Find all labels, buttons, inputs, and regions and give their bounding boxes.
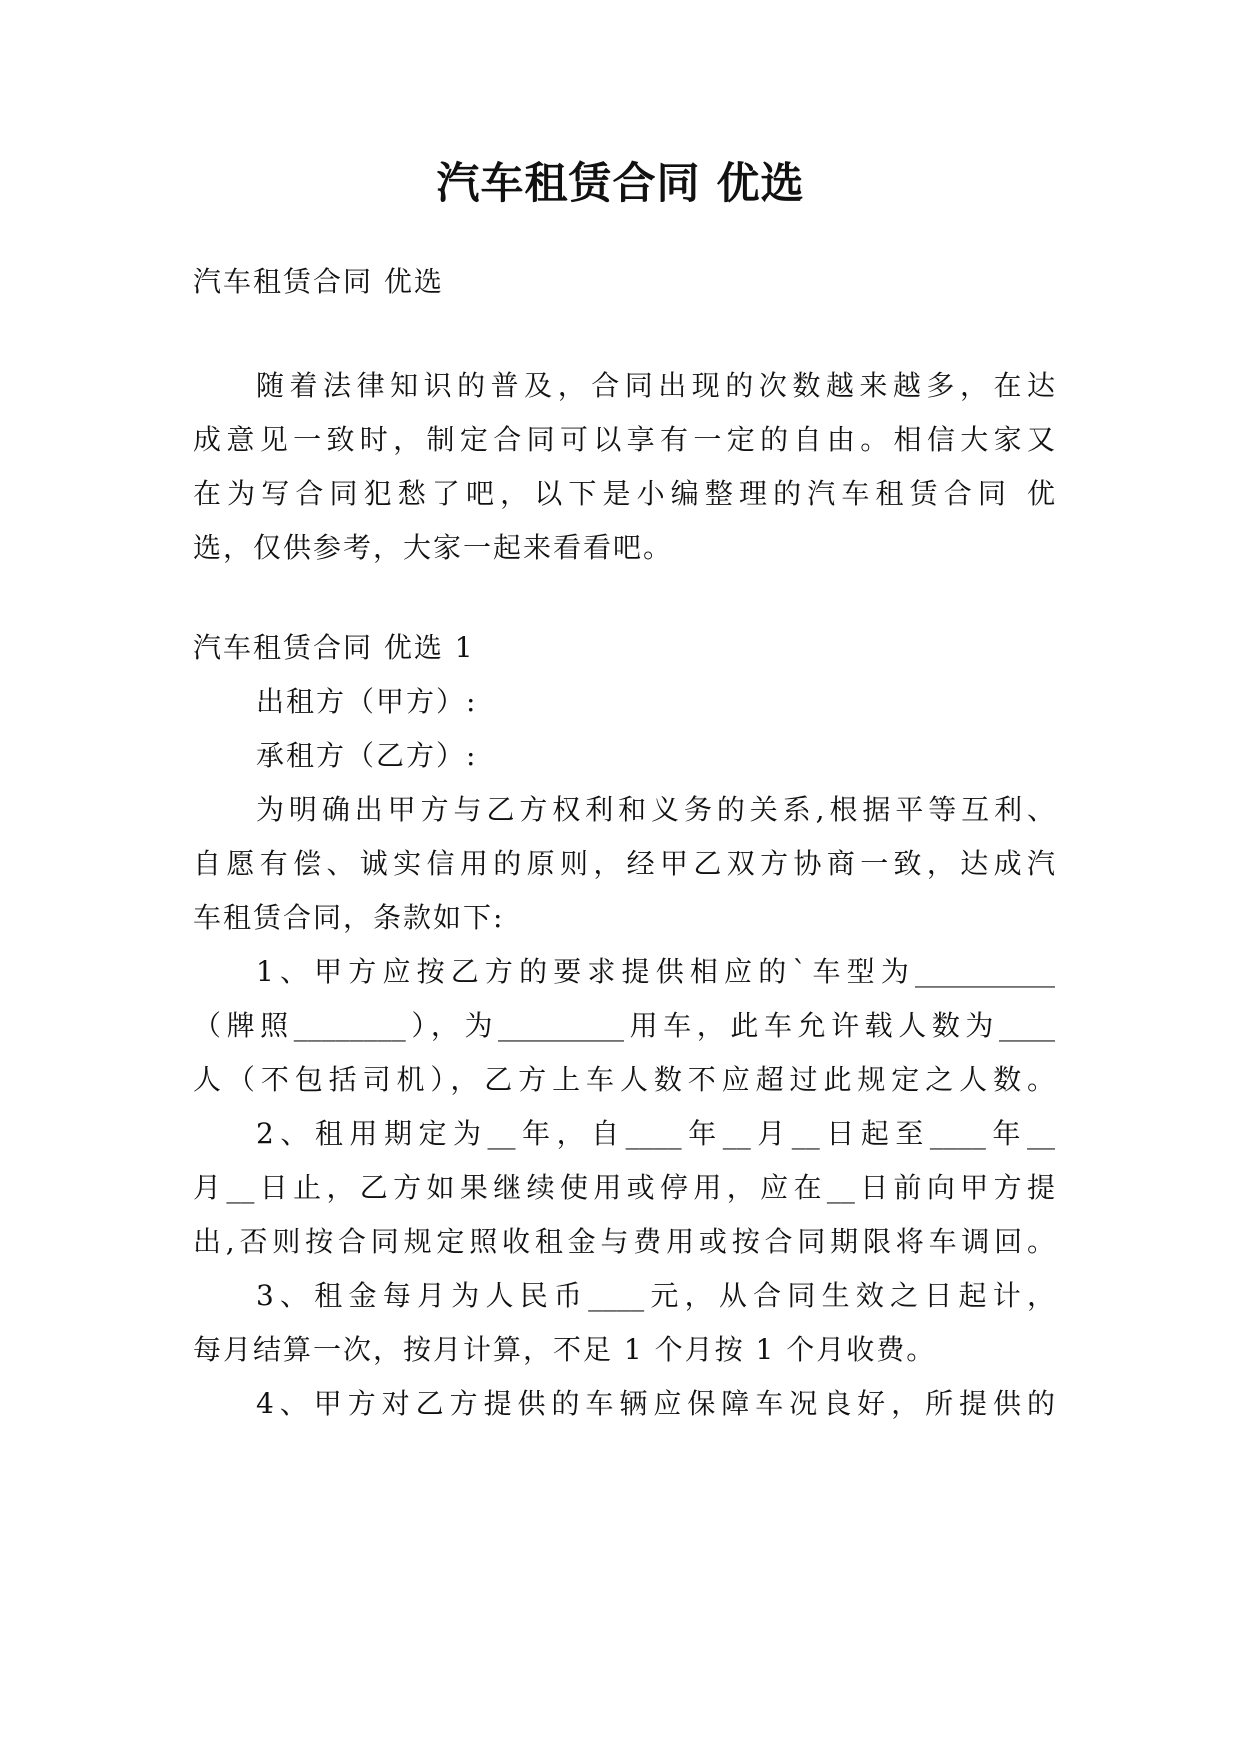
intro-line-2: 成意见一致时，制定合同可以享有一定的自由。相信大家又 — [193, 423, 1055, 456]
document-title: 汽车租赁合同 优选 — [436, 159, 805, 209]
lessee-line: 承租方（乙方）: — [256, 739, 478, 772]
intro-line-1: 随着法律知识的普及，合同出现的次数越来越多，在达 — [256, 369, 1055, 402]
clause-4-line-1: 4、甲方对乙方提供的车辆应保障车况良好，所提供的 — [256, 1387, 1055, 1420]
preamble-line-2: 自愿有偿、诚实信用的原则，经甲乙双方协商一致，达成汽 — [193, 847, 1055, 880]
clause-1-line-3: 人（不包括司机），乙方上车人数不应超过此规定之人数。 — [193, 1063, 1055, 1096]
preamble-line-1: 为明确出甲方与乙方权利和义务的关系,根据平等互利、 — [256, 793, 1055, 826]
intro-line-4: 选，仅供参考，大家一起来看看吧。 — [193, 531, 674, 564]
lessor-line: 出租方（甲方）: — [256, 685, 478, 718]
clause-1-line-1: 1、甲方应按乙方的要求提供相应的`车型为__________ — [256, 955, 1055, 988]
clause-2-line-1: 2、租用期定为__年，自____年__月__日起至____年__ — [256, 1117, 1055, 1150]
subtitle-line: 汽车租赁合同 优选 — [193, 265, 444, 298]
preamble-line-3: 车租赁合同，条款如下: — [193, 901, 505, 934]
intro-line-3: 在为写合同犯愁了吧，以下是小编整理的汽车租赁合同 优 — [193, 477, 1055, 510]
clause-2-line-2: 月__日止，乙方如果继续使用或停用，应在__日前向甲方提 — [193, 1171, 1055, 1204]
clause-3-line-1: 3、租金每月为人民币____元，从合同生效之日起计， — [256, 1279, 1055, 1312]
section-heading-1: 汽车租赁合同 优选 1 — [193, 631, 475, 664]
clause-1-line-2: （牌照________），为_________用车，此车允许载人数为____ — [193, 1009, 1055, 1042]
clause-2-line-3: 出,否则按合同规定照收租金与费用或按合同期限将车调回。 — [193, 1225, 1055, 1258]
clause-3-line-2: 每月结算一次，按月计算，不足 1 个月按 1 个月收费。 — [193, 1333, 937, 1366]
